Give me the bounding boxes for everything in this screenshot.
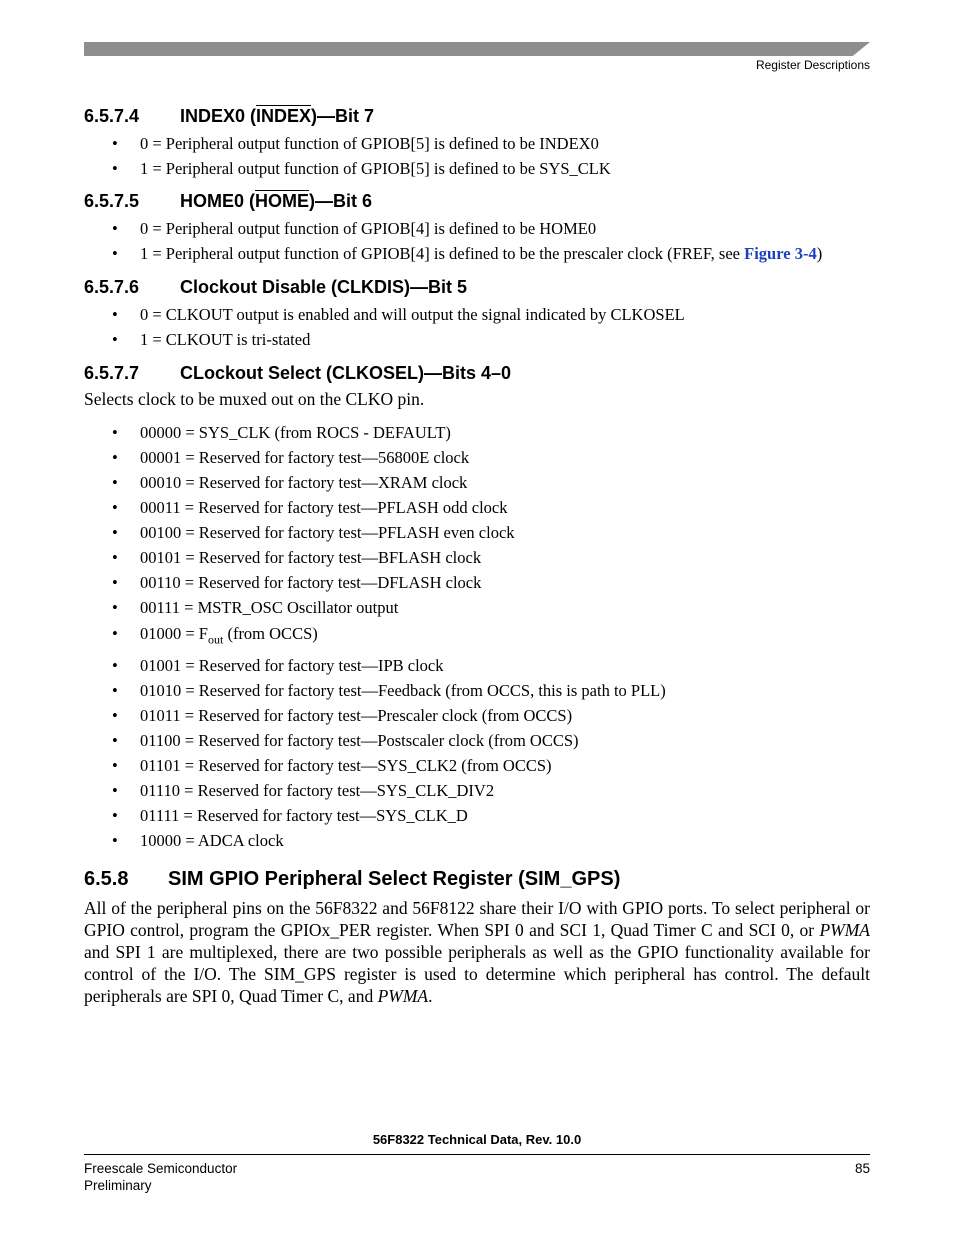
section-number: 6.5.8 xyxy=(84,868,129,891)
title-part: )—Bit 7 xyxy=(311,106,375,126)
list-item: • 01100 = Reserved for factory test—Postscaler clock (from OCCS) xyxy=(84,728,870,753)
section-title: Clockout Disable (CLKDIS)—Bit 5 xyxy=(180,277,468,297)
title-part: HOME0 ( xyxy=(180,191,256,211)
footer-left xyxy=(84,1160,237,1194)
item-text: 01000 = F xyxy=(140,624,208,643)
section-clkdis xyxy=(84,275,870,352)
header-bar xyxy=(84,42,870,56)
list-item: • 0 = CLKOUT output is enabled and will output the signal indicated by CLKOSEL xyxy=(84,302,870,327)
list-item: • 01110 = Reserved for factory test—SYS_CLK_DIV2 xyxy=(84,778,870,803)
list-item: • 01011 = Reserved for factory test—Prescaler clock (from OCCS) xyxy=(84,703,870,728)
list-item: • 01111 = Reserved for factory test—SYS_CLK_D xyxy=(84,803,870,828)
body-paragraph xyxy=(84,897,870,1007)
list-item: • 00010 = Reserved for factory test—XRAM clock xyxy=(84,470,870,495)
page-number: 85 xyxy=(854,1161,870,1176)
footer-status: Preliminary xyxy=(84,1178,152,1193)
bullet-list xyxy=(84,131,870,181)
list-item: • 01010 = Reserved for factory test—Feedback (from OCCS, this is path to PLL) xyxy=(84,678,870,703)
section-number: 6.5.7.6 xyxy=(84,277,140,297)
title-overbar-part: HOME xyxy=(255,191,310,211)
bullet-list xyxy=(84,216,870,266)
section-heading xyxy=(84,189,870,213)
list-item: • 00111 = MSTR_OSC Oscillator output xyxy=(84,595,870,620)
section-index0 xyxy=(84,104,870,181)
list-item: • 00000 = SYS_CLK (from ROCS - DEFAULT) xyxy=(84,420,870,445)
bullet-list xyxy=(84,302,870,352)
item-text: (from OCCS) xyxy=(223,624,318,643)
section-intro: Selects clock to be muxed out on the CLKO pin. xyxy=(84,389,425,409)
paragraph-text: . xyxy=(428,986,433,1007)
list-item: • 00101 = Reserved for factory test—BFLASH clock xyxy=(84,545,870,570)
footer-company: Freescale Semiconductor xyxy=(84,1161,238,1176)
list-item: • 10000 = ADCA clock xyxy=(84,828,870,853)
bullet-list xyxy=(84,420,870,853)
list-item: • 00011 = Reserved for factory test—PFLASH odd clock xyxy=(84,495,870,520)
section-clkosel xyxy=(84,361,870,853)
section-title: CLockout Select (CLKOSEL)—Bits 4–0 xyxy=(180,363,512,383)
title-part: )—Bit 6 xyxy=(309,191,373,211)
running-header: Register Descriptions xyxy=(755,58,870,72)
item-text: 1 = Peripheral output function of GPIOB[4] is defined to be the prescaler clock (FREF, see xyxy=(140,244,745,263)
section-heading xyxy=(84,275,870,299)
section-title xyxy=(180,189,372,213)
section-sim-gps xyxy=(84,865,870,1007)
list-item: • 00110 = Reserved for factory test—DFLASH clock xyxy=(84,570,870,595)
paragraph-emphasis: PWMA xyxy=(819,920,870,941)
section-number: 6.5.7.5 xyxy=(84,191,140,211)
paragraph-text: All of the peripheral pins on the 56F8322 and 56F8122 share their I/O with GPIO ports. To select peripheral or GPIO control, program the GPIOx_PER register. When SPI 0 and SCI 1, Quad Timer C and SCI 0, or xyxy=(84,898,870,941)
section-heading xyxy=(84,865,870,893)
section-heading xyxy=(84,361,870,385)
section-number: 6.5.7.7 xyxy=(84,363,140,383)
section-number: 6.5.7.4 xyxy=(84,106,140,126)
list-item: • 0 = Peripheral output function of GPIOB[4] is defined to be HOME0 xyxy=(84,216,870,241)
list-item: • 00100 = Reserved for factory test—PFLASH even clock xyxy=(84,520,870,545)
paragraph-emphasis: PWMA xyxy=(377,986,429,1007)
item-text: ) xyxy=(816,244,823,263)
title-part: INDEX0 ( xyxy=(180,106,257,126)
item-subscript: out xyxy=(207,632,224,647)
section-heading xyxy=(84,104,870,128)
list-item: • 01001 = Reserved for factory test—IPB clock xyxy=(84,653,870,678)
list-item: • 00001 = Reserved for factory test—56800E clock xyxy=(84,445,870,470)
list-item: • 1 = Peripheral output function of GPIOB[5] is defined to be SYS_CLK xyxy=(84,156,870,181)
footer-doc-title: 56F8322 Technical Data, Rev. 10.0 xyxy=(372,1132,582,1147)
section-title xyxy=(180,104,374,128)
list-item: • 1 = CLKOUT is tri-stated xyxy=(84,327,870,352)
section-home0 xyxy=(84,189,870,266)
figure-link[interactable]: Figure 3-4 xyxy=(744,244,817,263)
list-item: • 01101 = Reserved for factory test—SYS_CLK2 (from OCCS) xyxy=(84,753,870,778)
list-item xyxy=(84,620,870,653)
list-item xyxy=(84,241,870,266)
paragraph-text: and SPI 1 are multiplexed, there are two possible peripherals as well as the GPIO functionality available for control of the I/O. The SIM_GPS register is used to determine which peripheral has control. The default peripherals are SPI 0, Quad Timer C, and xyxy=(84,942,870,1007)
list-item: • 0 = Peripheral output function of GPIOB[5] is defined to be INDEX0 xyxy=(84,131,870,156)
footer-divider xyxy=(84,1154,870,1155)
page-content xyxy=(84,104,870,1007)
section-title: SIM GPIO Peripheral Select Register (SIM_GPS) xyxy=(168,868,621,891)
title-overbar-part: INDEX xyxy=(256,106,312,126)
